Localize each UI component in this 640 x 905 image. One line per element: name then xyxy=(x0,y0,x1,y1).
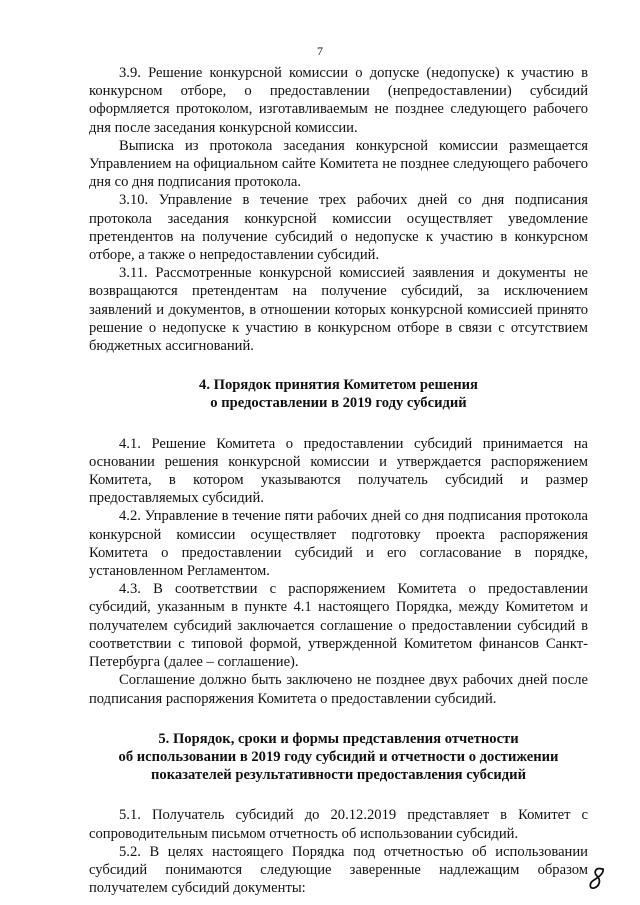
section-5-heading-line1: 5. Порядок, сроки и формы представления отчетности xyxy=(158,730,519,747)
paragraph-3-9: 3.9. Решение конкурсной комиссии о допуске (недопуске) к участию в конкурсном отборе, о предоставлении (непредоставлении) субсидий оформляется протоколом, изготавливаемым не позднее следующего рабочего дня после заседания конкурсной комиссии. xyxy=(89,65,588,136)
paragraph-extract: Выписка из протокола заседания конкурсной комиссии размещается Управлением на официальном сайте Комитета не позднее следующего рабочего дня со дня подписания протокола. xyxy=(89,137,588,191)
paragraph-4-1: 4.1. Решение Комитета о предоставлении субсидий принимается на основании решения конкурсной комиссии и утверждается распоряжением Комитета, в котором указываются получатель субсидий и размер предоставляемых субсидий. xyxy=(89,435,588,507)
section-4-heading-line1: 4. Порядок принятия Комитетом решения xyxy=(199,377,478,394)
paragraph-3-10: 3.10. Управление в течение трех рабочих дней со дня подписания протокола заседания конкурсной комиссии осуществляет уведомление претендентов на получение субсидий о недопуске к участию в конкурсном отборе, а также о непредоставлении субсидий. xyxy=(89,192,588,264)
paragraph-5-2: 5.2. В целях настоящего Порядка под отчетностью об использовании субсидий понимаются следующие заверенные надлежащим образом получателем субсидий документы: xyxy=(89,843,588,897)
page-number: 7 xyxy=(317,44,323,58)
section-4-heading-line2: о предоставлении в 2019 году субсидий xyxy=(210,395,467,412)
paragraph-agreement: Соглашение должно быть заключено не позднее двух рабочих дней после подписания распоряжения Комитета о предоставлении субсидий. xyxy=(89,672,588,707)
section-5-heading xyxy=(89,730,588,785)
paragraph-4-3: 4.3. В соответствии с распоряжением Комитета о предоставлении субсидий, указанным в пункте 4.1 настоящего Порядка, между Комитетом и получателем субсидий заключается соглашение о предоставлении субсидий в соответствии с типовой формой, утвержденной Комитетом финансов Санкт-Петербурга (далее – соглашение). xyxy=(89,581,588,671)
paragraph-4-2: 4.2. Управление в течение пяти рабочих дней со дня подписания протокола конкурсной комиссии осуществляет подготовку проекта распоряжения Комитета о предоставлении субсидий и его согласование в порядке, установленном Регламентом. xyxy=(89,508,588,580)
paragraph-5-1: 5.1. Получатель субсидий до 20.12.2019 представляет в Комитет с сопроводительным письмом отчетность об использовании субсидий. xyxy=(89,807,588,842)
document-body xyxy=(89,64,588,897)
section-5-heading-line3: показателей результативности предоставления субсидий xyxy=(150,767,526,784)
section-5-heading-line2: об использовании в 2019 году субсидий и отчетности о достижении xyxy=(118,748,559,765)
paragraph-3-11: 3.11. Рассмотренные конкурсной комиссией заявления и документы не возвращаются претендентам на получение субсидий, за исключением заявлений и документов, в отношении которых конкурсной комиссией принято решение о недопуске к участию в конкурсном отборе в связи с отсутствием бюджетных ассигнований. xyxy=(89,265,588,355)
section-4-heading xyxy=(89,376,588,412)
handwritten-page-mark xyxy=(584,866,612,892)
